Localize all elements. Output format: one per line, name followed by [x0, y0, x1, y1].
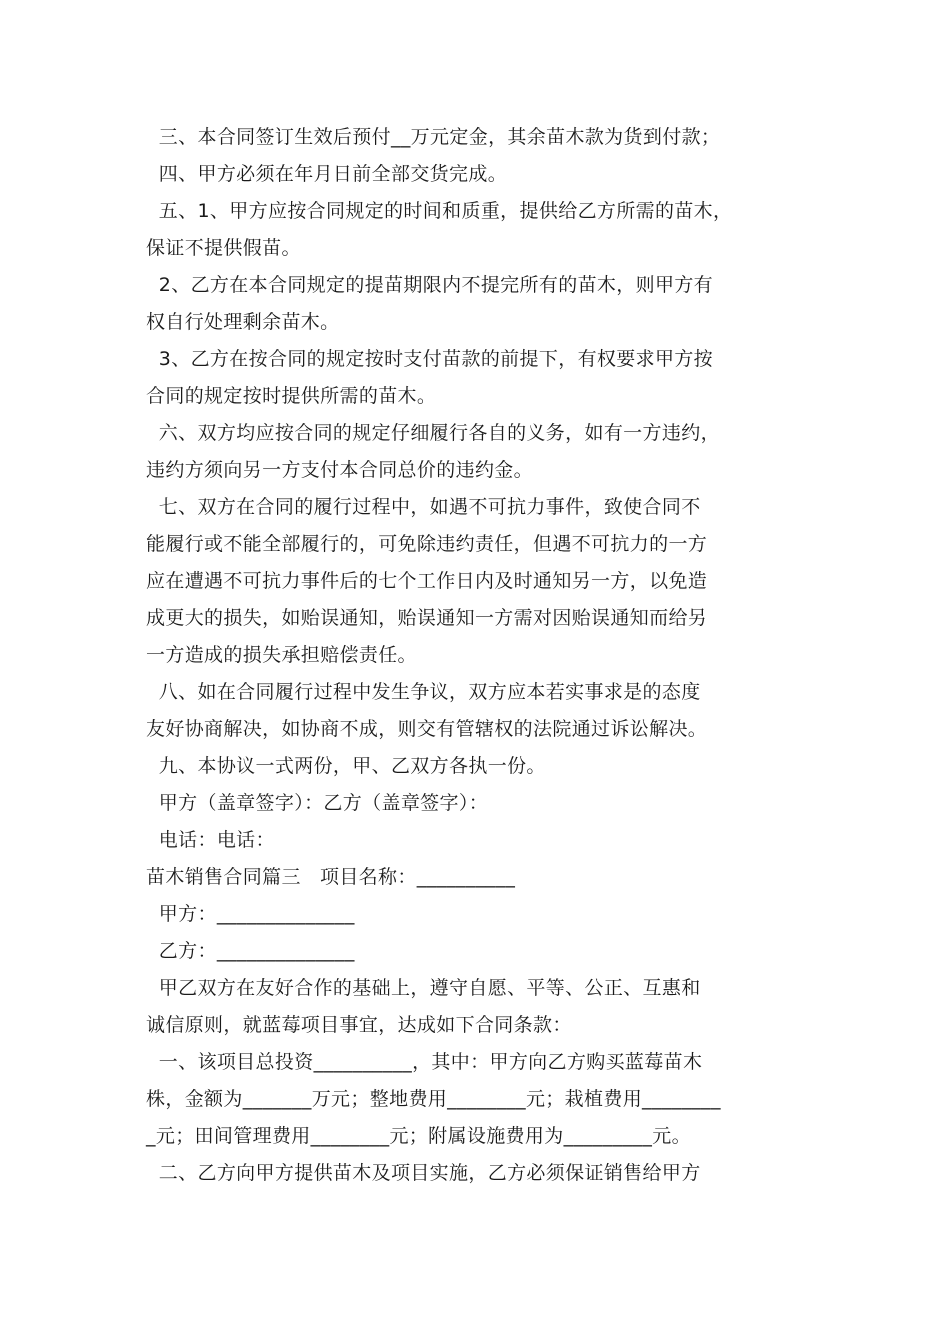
- text-line: 八、如在合同履行过程中发生争议，双方应本若实事求是的态度: [146, 681, 701, 703]
- text-line: 能履行或不能全部履行的，可免除违约责任，但遇不可抗力的一方: [146, 533, 708, 555]
- text-line: 七、双方在合同的履行过程中，如遇不可抗力事件，致使合同不: [146, 496, 701, 518]
- text-line: 合同的规定按时提供所需的苗木。: [146, 385, 437, 407]
- text-line: 株，金额为_______万元；整地费用________元；栽植费用________: [146, 1088, 721, 1110]
- text-line: 甲方：______________: [146, 903, 355, 925]
- text-line: 九、本协议一式两份，甲、乙双方各执一份。: [146, 755, 546, 777]
- text-line: 电话：电话：: [146, 829, 275, 851]
- text-line: 一、该项目总投资__________，其中：甲方向乙方购买蓝莓苗木: [146, 1051, 703, 1073]
- text-line: 乙方：______________: [146, 940, 355, 962]
- text-line: 成更大的损失，如贻误通知，贻误通知一方需对因贻误通知而给另: [146, 607, 708, 629]
- text-line: 友好协商解决，如协商不成，则交有管辖权的法院通过诉讼解决。: [146, 718, 708, 740]
- text-line: 六、双方均应按合同的规定仔细履行各自的义务，如有一方违约，: [146, 422, 720, 444]
- text-line: 3、乙方在按合同的规定按时支付苗款的前提下，有权要求甲方按: [146, 348, 714, 370]
- section-heading: 苗木销售合同篇三 项目名称：__________: [146, 866, 516, 888]
- text-line: 甲方（盖章签字）：乙方（盖章签字）：: [146, 792, 489, 814]
- text-line: 五、1、甲方应按合同规定的时间和质重，提供给乙方所需的苗木，: [146, 200, 733, 222]
- text-line: 保证不提供假苗。: [146, 237, 301, 259]
- text-line: 四、甲方必须在年月日前全部交货完成。: [146, 163, 508, 185]
- text-line: 应在遭遇不可抗力事件后的七个工作日内及时通知另一方，以免造: [146, 570, 708, 592]
- text-line: 违约方须向另一方支付本合同总价的违约金。: [146, 459, 534, 481]
- text-line: 权自行处理剩余苗木。: [146, 311, 340, 333]
- text-line: 2、乙方在本合同规定的提苗期限内不提完所有的苗木，则甲方有: [146, 274, 714, 296]
- text-line: 甲乙双方在友好合作的基础上，遵守自愿、平等、公正、互惠和: [146, 977, 701, 999]
- text-line: 一方造成的损失承担赔偿责任。: [146, 644, 417, 666]
- text-line: _元；田间管理费用________元；附属设施费用为_________元。: [146, 1125, 691, 1147]
- text-line: 二、乙方向甲方提供苗木及项目实施，乙方必须保证销售给甲方: [146, 1162, 701, 1184]
- text-line: 诚信原则，就蓝莓项目事宜，达成如下合同条款：: [146, 1014, 572, 1036]
- text-line: 三、本合同签订生效后预付__万元定金，其余苗木款为货到付款；: [146, 126, 721, 148]
